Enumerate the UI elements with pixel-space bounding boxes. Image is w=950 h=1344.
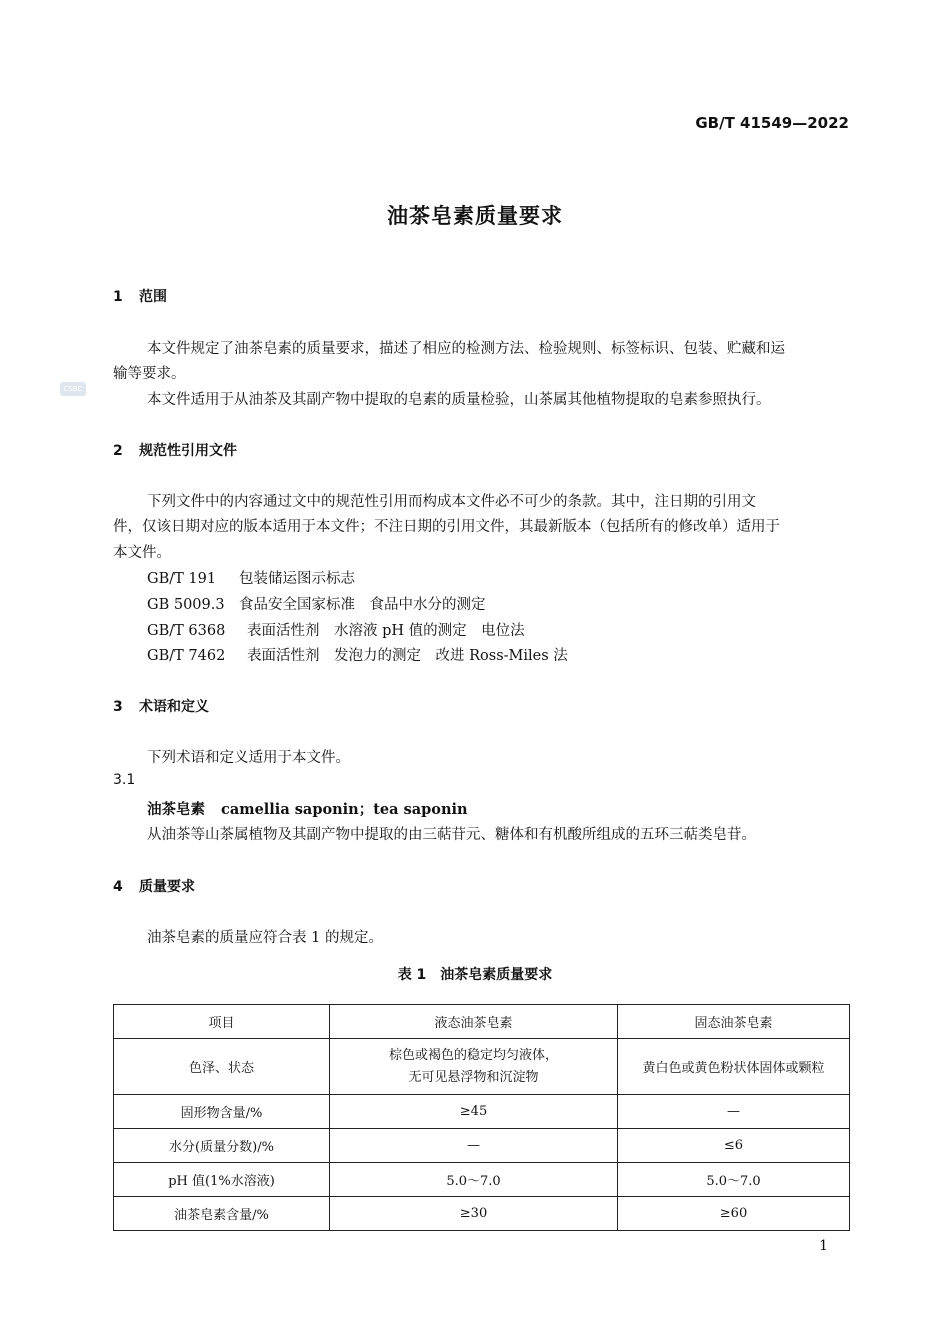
table-cell-item: pH 值(1%水溶液)	[114, 1163, 330, 1197]
reference-title: 包装储运图示标志	[239, 571, 355, 587]
section-1-paragraph-1-line-1	[147, 337, 849, 358]
reference-code: GB/T 7462	[147, 648, 226, 664]
section-2-paragraph-line-3: 本文件。	[113, 545, 171, 561]
section-title: 规范性引用文件	[139, 443, 237, 459]
table-cell-liquid: ≥30	[330, 1197, 618, 1231]
table-row	[114, 1197, 850, 1231]
table-row	[114, 1129, 850, 1163]
section-title: 质量要求	[139, 879, 195, 895]
table-cell-line: 棕色或褐色的稳定均匀液体，	[388, 1047, 558, 1063]
table-cell-solid: 5.0～7.0	[618, 1163, 850, 1197]
reference-title: 表面活性剂 发泡力的测定 改进 Ross-Miles 法	[247, 648, 568, 664]
table-cell-liquid: ≥45	[330, 1095, 618, 1129]
table-cell-item: 油茶皂素含量/%	[114, 1197, 330, 1231]
reference-item	[147, 644, 568, 665]
table-cell-item: 色泽、状态	[114, 1039, 330, 1095]
term-definition: 从油茶等山茶属植物及其副产物中提取的由三萜苷元、糖体和有机酸所组成的五环三萜类皂苷。	[147, 827, 756, 843]
table-cell-solid: ≤6	[618, 1129, 850, 1163]
table-row	[114, 1095, 850, 1129]
section-number: 4	[113, 879, 123, 895]
table-cell-item: 固形物含量/%	[114, 1095, 330, 1129]
document-title: 油茶皂素质量要求	[387, 204, 563, 228]
term-chinese: 油茶皂素	[147, 802, 205, 818]
reference-code: GB 5009.3	[147, 597, 225, 613]
section-1-paragraph-2: 本文件适用于从油茶及其副产物中提取的皂素的质量检验，山茶属其他植物提取的皂素参照执行。	[147, 392, 771, 408]
term-number: 3.1	[113, 772, 136, 788]
watermark-stamp: CSBC	[60, 382, 86, 396]
quality-requirements-table	[113, 1004, 850, 1231]
table-header-cell: 项目	[114, 1005, 330, 1039]
table-header-cell: 固态油茶皂素	[618, 1005, 850, 1039]
section-number: 2	[113, 443, 123, 459]
table-cell-item: 水分(质量分数)/%	[114, 1129, 330, 1163]
section-4-heading	[113, 876, 195, 896]
reference-title: 食品安全国家标准 食品中水分的测定	[239, 597, 486, 613]
section-2-paragraph-line-1: 下列文件中的内容通过文中的规范性引用而构成本文件必不可少的条款。其中，注日期的引用文	[147, 494, 756, 510]
section-number: 1	[113, 289, 123, 305]
term-english: camellia saponin；tea saponin	[221, 801, 468, 818]
section-title: 范围	[139, 289, 167, 305]
section-1-paragraph-1-line-2: 输等要求。	[113, 366, 186, 382]
table-cell-line: 无可见悬浮物和沉淀物	[408, 1069, 539, 1085]
term-heading	[147, 798, 468, 819]
section-3-heading	[113, 696, 209, 716]
table-header-cell: 液态油茶皂素	[330, 1005, 618, 1039]
table-row	[114, 1039, 850, 1095]
page-number: 1	[819, 1238, 828, 1254]
table-cell-liquid: 5.0～7.0	[330, 1163, 618, 1197]
reference-title: 表面活性剂 水溶液 pH 值的测定 电位法	[247, 623, 525, 639]
reference-code: GB/T 191	[147, 571, 217, 587]
table-cell-solid: ≥60	[618, 1197, 850, 1231]
table-cell-solid: 黄白色或黄色粉状体固体或颗粒	[618, 1039, 850, 1095]
standard-code: GB/T 41549—2022	[695, 114, 849, 132]
reference-item	[147, 567, 355, 588]
table-cell-solid: —	[618, 1095, 850, 1129]
reference-item	[147, 593, 486, 614]
paragraph-text: 本文件规定了油茶皂素的质量要求，描述了相应的检测方法、检验规则、标签标识、包装、贮藏和运	[147, 341, 785, 357]
section-2-paragraph-line-2: 件，仅该日期对应的版本适用于本文件；不注日期的引用文件，其最新版本（包括所有的修改单）适用于	[113, 519, 780, 535]
section-3-paragraph: 下列术语和定义适用于本文件。	[147, 750, 350, 766]
table-caption: 表 1 油茶皂素质量要求	[397, 967, 553, 983]
table-cell-liquid: —	[330, 1129, 618, 1163]
section-4-paragraph: 油茶皂素的质量应符合表 1 的规定。	[147, 930, 383, 946]
section-title: 术语和定义	[139, 699, 209, 715]
table-row	[114, 1163, 850, 1197]
section-2-heading	[113, 440, 237, 460]
section-number: 3	[113, 699, 123, 715]
reference-code: GB/T 6368	[147, 623, 226, 639]
table-cell-liquid	[330, 1039, 618, 1095]
reference-item	[147, 619, 525, 640]
table-header-row	[114, 1005, 850, 1039]
section-1-heading	[113, 286, 167, 306]
